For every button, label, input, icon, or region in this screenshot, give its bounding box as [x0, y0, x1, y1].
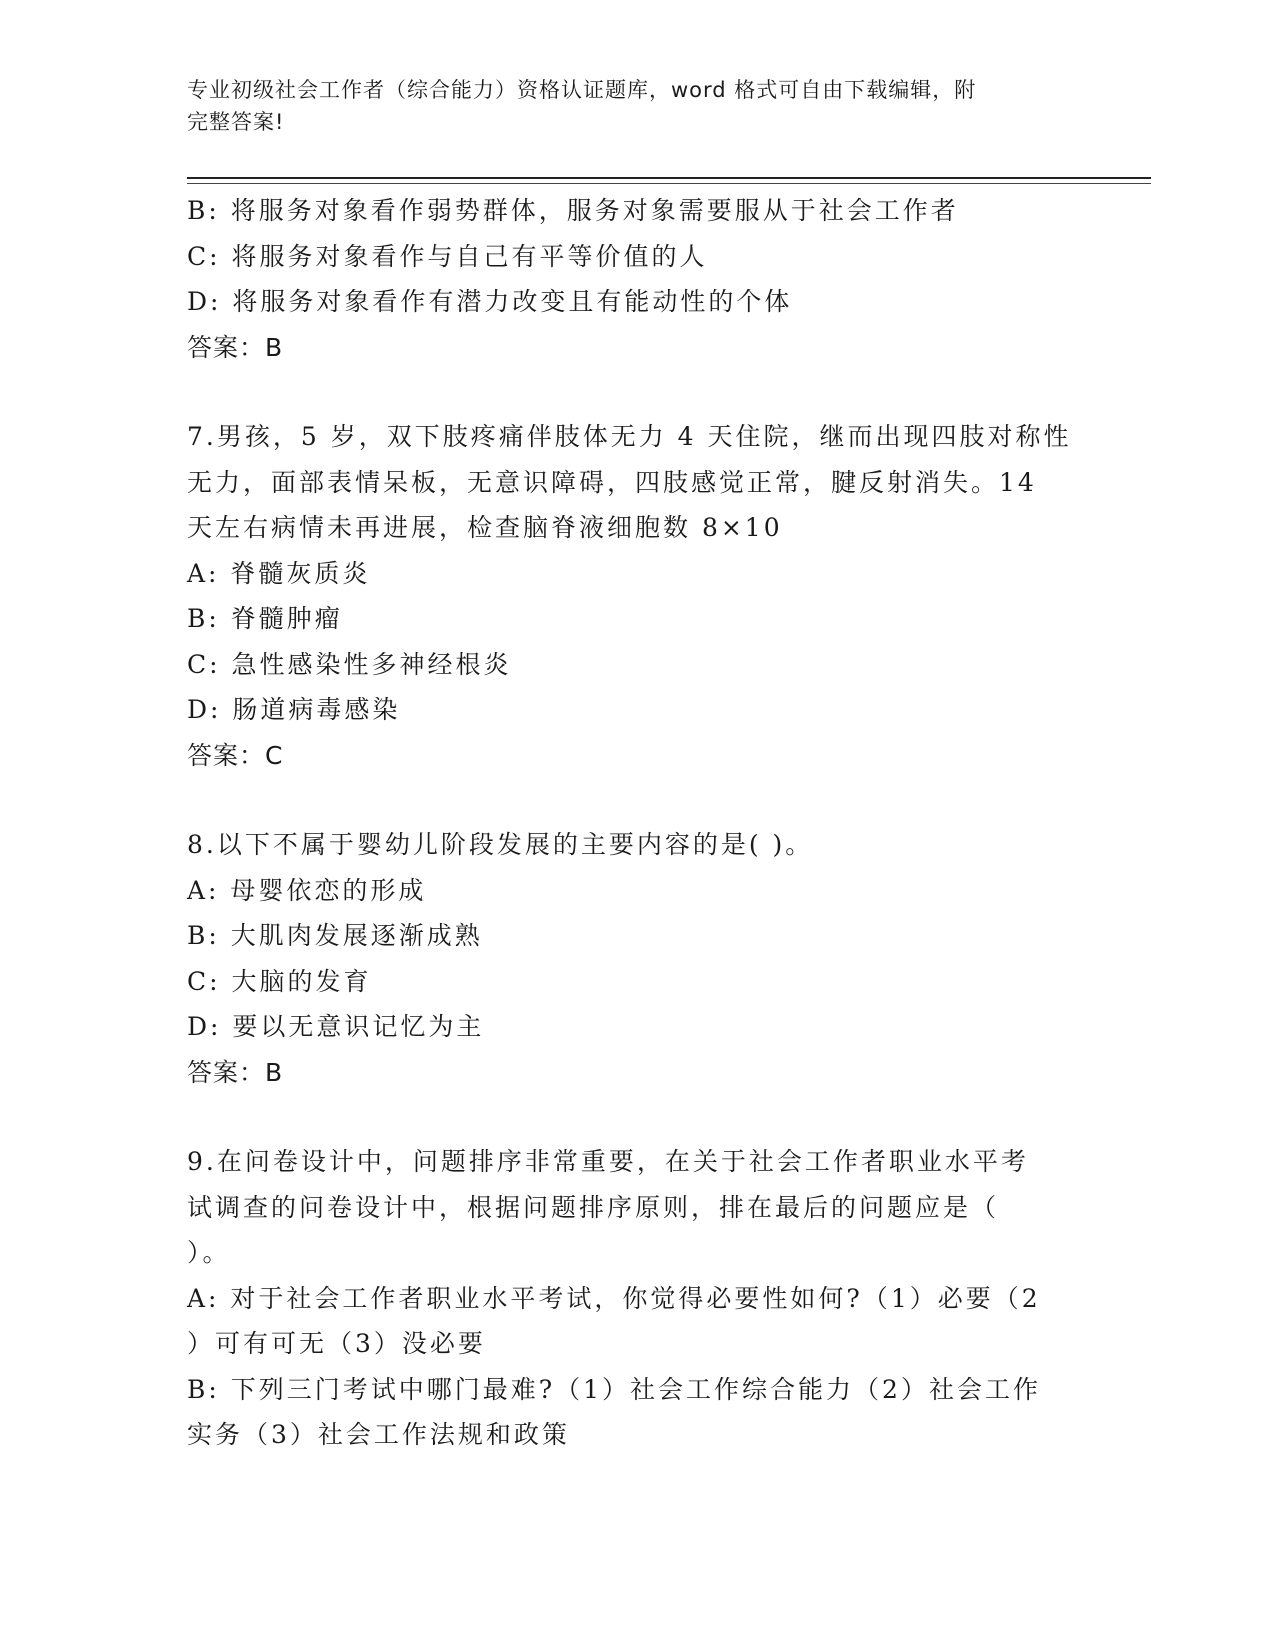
option-a: A: 对于社会工作者职业水平考试，你觉得必要性如何?（1）必要（2: [187, 1283, 1041, 1313]
option-a: A: 母婴依恋的形成: [187, 875, 427, 905]
header-rule-thin: [187, 183, 1151, 184]
answer-line: 答案：B: [187, 1057, 284, 1087]
block-gap: [187, 370, 1087, 414]
question-block-8: [187, 822, 1087, 1095]
block-gap: [187, 778, 1087, 822]
question-stem-line: 试调查的问卷设计中，根据问题排序原则，排在最后的问题应是（: [187, 1192, 1000, 1222]
answer-line: 答案：C: [187, 740, 284, 770]
answer-line: 答案：B: [187, 332, 284, 362]
question-block-6: [187, 188, 1087, 370]
option-b: B: 下列三门考试中哪门最难?（1）社会工作综合能力（2）社会工作: [187, 1374, 1041, 1404]
option-b: B: 脊髓肿瘤: [187, 604, 343, 633]
option-c: C: 大脑的发育: [187, 966, 372, 996]
option-b-continued: 实务（3）社会工作法规和政策: [187, 1420, 570, 1449]
option-d: D: 肠道病毒感染: [187, 695, 401, 724]
question-content: [187, 188, 1087, 1458]
question-stem-line: 天左右病情未再进展，检查脑脊液细胞数 8×10: [187, 513, 783, 542]
option-d: D: 将服务对象看作有潜力改变且有能动性的个体: [187, 287, 793, 316]
header-line-1: 专业初级社会工作者（综合能力）资格认证题库，word 格式可自由下载编辑，附: [187, 78, 977, 102]
question-block-7: [187, 414, 1087, 778]
option-a-continued: ）可有可无（3）没必要: [187, 1329, 486, 1358]
option-a: A: 脊髓灰质炎: [187, 558, 371, 588]
option-b: B: 大肌肉发展逐渐成熟: [187, 921, 483, 950]
question-block-9: [187, 1139, 1087, 1458]
question-stem-line: ）。: [187, 1238, 231, 1267]
header-rule-thick: [187, 177, 1151, 179]
option-c: C: 将服务对象看作与自己有平等价值的人: [187, 241, 708, 271]
question-stem-line: 无力，面部表情呆板，无意识障碍，四肢感觉正常，腱反射消失。14: [187, 467, 1037, 497]
header-line-2: 完整答案!: [187, 110, 285, 134]
question-stem-line: 8.以下不属于婴幼儿阶段发展的主要内容的是( )。: [187, 830, 814, 859]
option-c: C: 急性感染性多神经根炎: [187, 649, 512, 679]
option-b: B: 将服务对象看作弱势群体，服务对象需要服从于社会工作者: [187, 196, 959, 225]
question-stem-line: 7.男孩，5 岁，双下肢疼痛伴肢体无力 4 天住院，继而出现四肢对称性: [187, 422, 1072, 451]
question-stem-line: 9.在问卷设计中，问题排序非常重要，在关于社会工作者职业水平考: [187, 1147, 1029, 1176]
page-header: [187, 74, 1087, 138]
block-gap: [187, 1095, 1087, 1139]
option-d: D: 要以无意识记忆为主: [187, 1012, 485, 1041]
